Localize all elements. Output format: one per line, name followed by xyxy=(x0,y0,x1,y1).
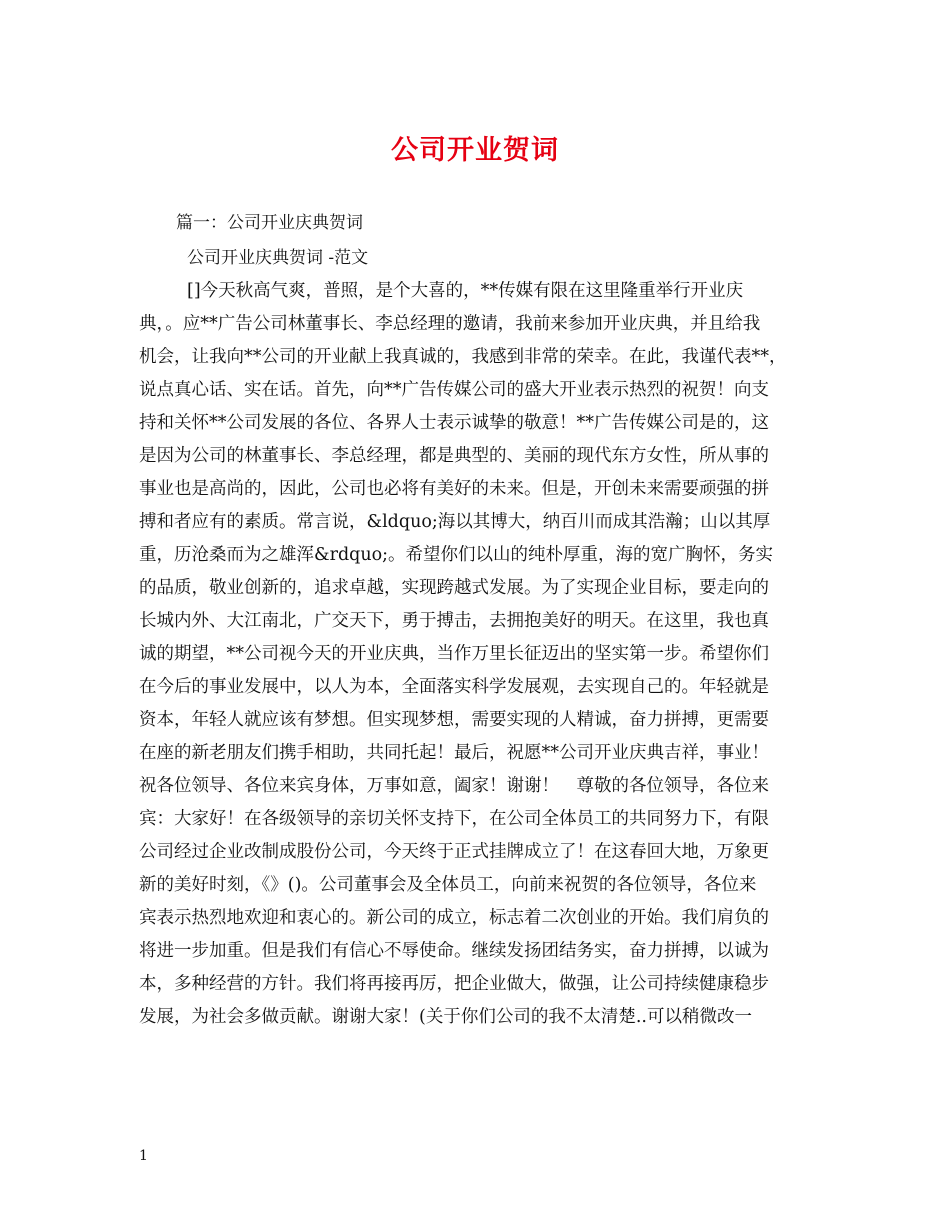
text-line: 说点真心话、实在话。首先，向**广告传媒公司的盛大开业表示热烈的祝贺！向支 xyxy=(139,380,769,400)
text-line: 祝各位领导、各位来宾身体，万事如意，阖家！谢谢！ 尊敬的各位领导，各位来 xyxy=(139,776,769,796)
text-line: 资本，年轻人就应该有梦想。但实现梦想，需要实现的人精诚，奋力拼搏，更需要 xyxy=(139,710,769,730)
text-line: 在座的新老朋友们携手相助，共同托起！最后，祝愿**公司开业庆典吉祥，事业！ xyxy=(139,743,769,763)
text-line: 发展，为社会多做贡献。谢谢大家！(关于你们公司的我不太清楚..可以稍微改一 xyxy=(139,1007,752,1027)
text-line: 典，。应**广告公司林董事长、李总经理的邀请，我前来参加开业庆典，并且给我 xyxy=(139,314,761,334)
text-line: 新的美好时刻，《》()。公司董事会及全体员工，向前来祝贺的各位领导，各位来 xyxy=(139,875,757,895)
section-heading: 篇一：公司开业庆典贺词 xyxy=(176,213,363,233)
text-line: 宾：大家好！在各级领导的亲切关怀支持下，在公司全体员工的共同努力下，有限 xyxy=(139,809,769,829)
text-line: 在今后的事业发展中，以人为本，全面落实科学发展观，去实现自己的。年轻就是 xyxy=(139,677,769,697)
document-title: 公司开业贺词 xyxy=(391,135,559,166)
text-line: 的品质，敬业创新的，追求卓越，实现跨越式发展。为了实现企业目标，要走向的 xyxy=(139,578,769,598)
text-line: []今天秋高气爽，普照，是个大喜的，**传媒有限在这里隆重举行开业庆 xyxy=(187,281,744,301)
body-text xyxy=(139,275,819,1034)
text-line: 本，多种经营的方针。我们将再接再厉，把企业做大，做强，让公司持续健康稳步 xyxy=(139,974,769,994)
text-line: 搏和者应有的素质。常言说，&ldquo;海以其博大，纳百川而成其浩瀚；山以其厚 xyxy=(139,512,771,532)
page-number: 1 xyxy=(139,1148,148,1164)
text-line: 重，历沧桑而为之雄浑&rdquo;。希望你们以山的纯朴厚重，海的宽广胸怀，务实 xyxy=(139,545,774,565)
text-line: 持和关怀**公司发展的各位、各界人士表示诚挚的敬意！**广告传媒公司是的，这 xyxy=(139,413,769,433)
text-line: 事业也是高尚的，因此，公司也必将有美好的未来。但是，开创未来需要顽强的拼 xyxy=(139,479,769,499)
text-line: 将进一步加重。但是我们有信心不辱使命。继续发扬团结务实，奋力拼搏，以诚为 xyxy=(139,941,769,961)
text-line: 公司经过企业改制成股份公司，今天终于正式挂牌成立了！在这春回大地，万象更 xyxy=(139,842,769,862)
text-line: 机会，让我向**公司的开业献上我真诚的，我感到非常的荣幸。在此，我谨代表**， xyxy=(139,347,787,367)
text-line: 是因为公司的林董事长、李总经理，都是典型的、美丽的现代东方女性，所从事的 xyxy=(139,446,769,466)
text-line: 宾表示热烈地欢迎和衷心的。新公司的成立，标志着二次创业的开始。我们肩负的 xyxy=(139,908,769,928)
text-line: 长城内外、大江南北，广交天下，勇于搏击，去拥抱美好的明天。在这里，我也真 xyxy=(139,611,769,631)
subsection-heading: 公司开业庆典贺词 -范文 xyxy=(187,248,369,268)
text-line: 诚的期望，**公司视今天的开业庆典，当作万里长征迈出的坚实第一步。希望你们 xyxy=(139,644,769,664)
